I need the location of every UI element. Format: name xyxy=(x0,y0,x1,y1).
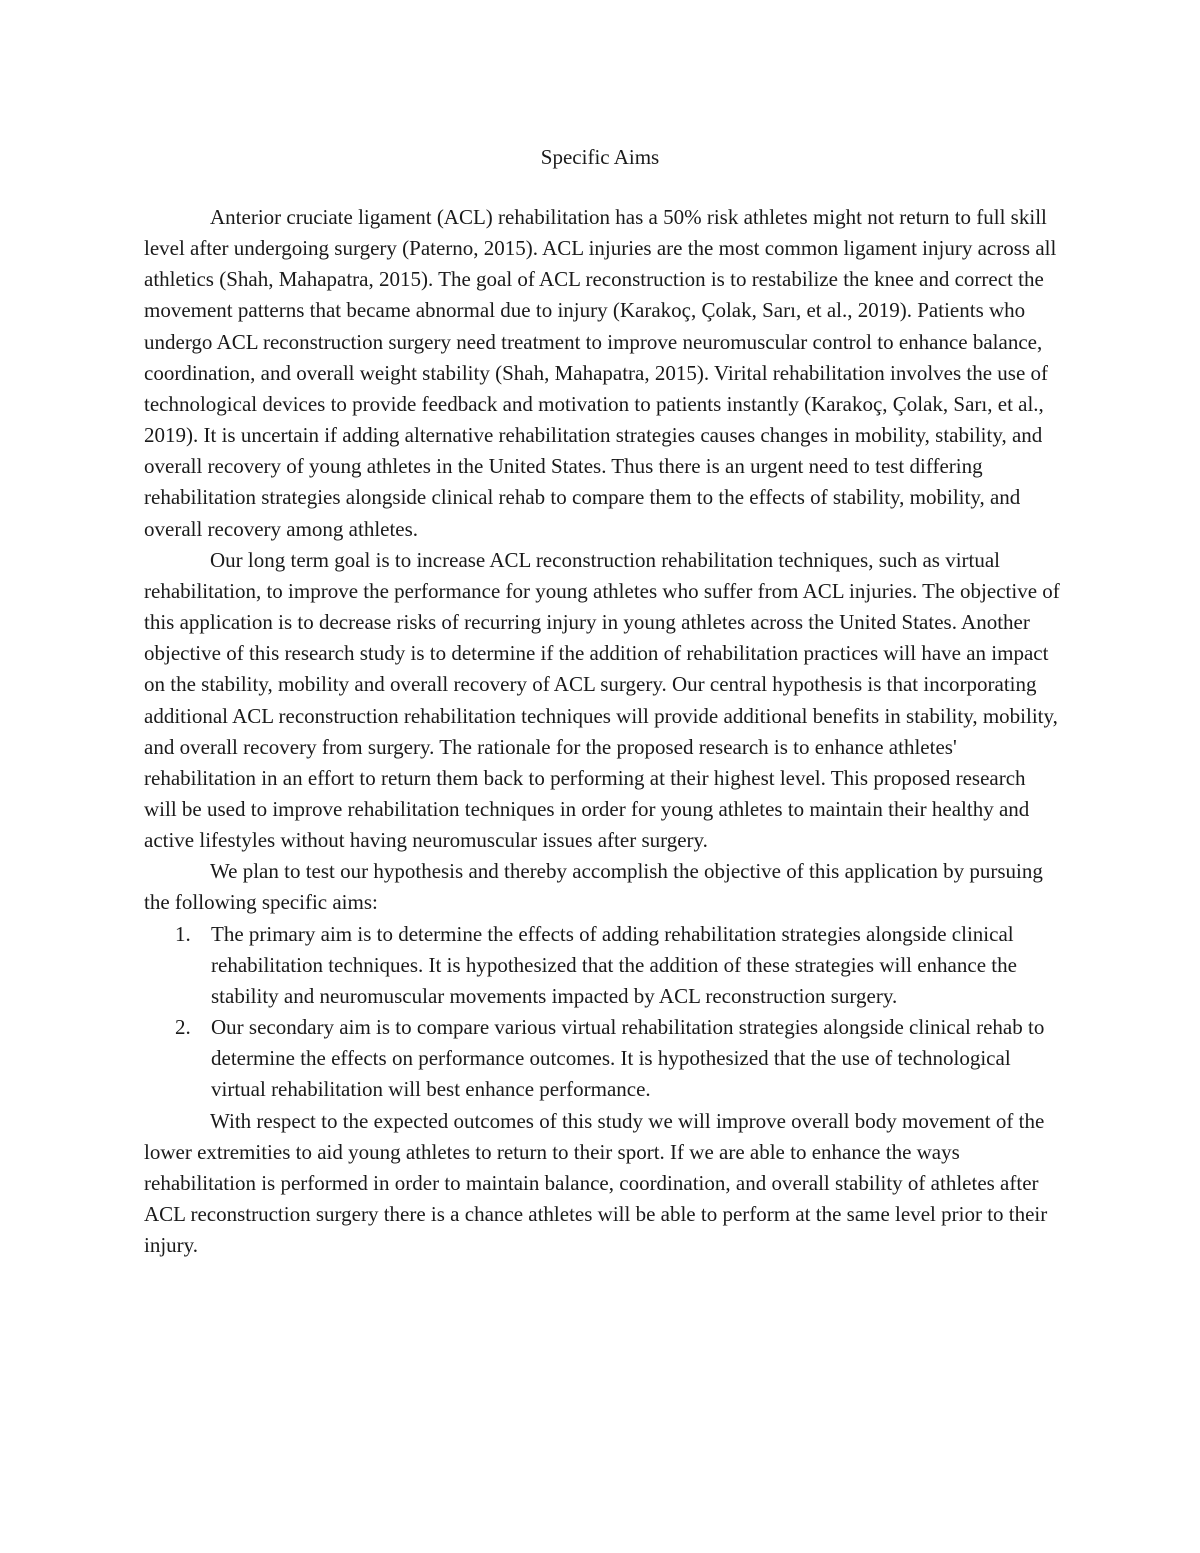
document-body xyxy=(144,202,1062,1261)
list-item-number: 2. xyxy=(175,1015,191,1040)
paragraph-background: Anterior cruciate ligament (ACL) rehabilitation has a 50% risk athletes might not return to full skill level after undergoing surgery (Paterno, 2015). ACL injuries are the most common ligament injury across all athletics (Shah, Mahapatra, 2015). The goal of ACL reconstruction is to restabilize the knee and correct the movement patterns that became abnormal due to injury (Karakoç, Çolak, Sarı, et al., 2019). Patients who undergo ACL reconstruction surgery need treatment to improve neuromuscular control to enhance balance, coordination, and overall weight stability (Shah, Mahapatra, 2015). Virital rehabilitation involves the use of technological devices to provide feedback and motivation to patients instantly (Karakoç, Çolak, Sarı, et al., 2019). It is uncertain if adding alternative rehabilitation strategies causes changes in mobility, stability, and overall recovery of young athletes in the United States. Thus there is an urgent need to test differing rehabilitation strategies alongside clinical rehab to compare them to the effects of stability, mobility, and overall recovery among athletes. xyxy=(144,205,1057,541)
specific-aims-list xyxy=(144,919,1062,1106)
paragraph-aims-intro: We plan to test our hypothesis and thereby accomplish the objective of this application by pursuing the following specific aims: xyxy=(144,859,1043,915)
list-item-number: 1. xyxy=(175,921,191,946)
list-item xyxy=(144,1012,1062,1105)
list-item-text: The primary aim is to determine the effects of adding rehabilitation strategies alongside clinical rehabilitation techniques. It is hypothesized that the addition of these strategies will enhance the stability and neuromuscular movements impacted by ACL reconstruction surgery. xyxy=(211,921,1017,1008)
paragraph-outcomes: With respect to the expected outcomes of this study we will improve overall body movement of the lower extremities to aid young athletes to return to their sport. If we are able to enhance the ways rehabilitation is performed in order to maintain balance, coordination, and overall stability of athletes after ACL reconstruction surgery there is a chance athletes will be able to perform at the same level prior to their injury. xyxy=(144,1108,1048,1258)
paragraph-goals: Our long term goal is to increase ACL reconstruction rehabilitation techniques, such as virtual rehabilitation, to improve the performance for young athletes who suffer from ACL injuries. The objective of this application is to decrease risks of recurring injury in young athletes across the United States. Another objective of this research study is to determine if the addition of rehabilitation practices will have an impact on the stability, mobility and overall recovery of ACL surgery. Our central hypothesis is that incorporating additional ACL reconstruction rehabilitation techniques will provide additional benefits in stability, mobility, and overall recovery from surgery. The rationale for the proposed research is to enhance athletes' rehabilitation in an effort to return them back to performing at their highest level. This proposed research will be used to improve rehabilitation techniques in order for young athletes to maintain their healthy and active lifestyles without having neuromuscular issues after surgery. xyxy=(144,547,1060,853)
list-item-text: Our secondary aim is to compare various virtual rehabilitation strategies alongside clinical rehab to determine the effects on performance outcomes. It is hypothesized that the use of technological virtual rehabilitation will best enhance performance. xyxy=(211,1015,1045,1102)
list-item xyxy=(144,919,1062,1012)
document-title: Specific Aims xyxy=(540,145,660,169)
